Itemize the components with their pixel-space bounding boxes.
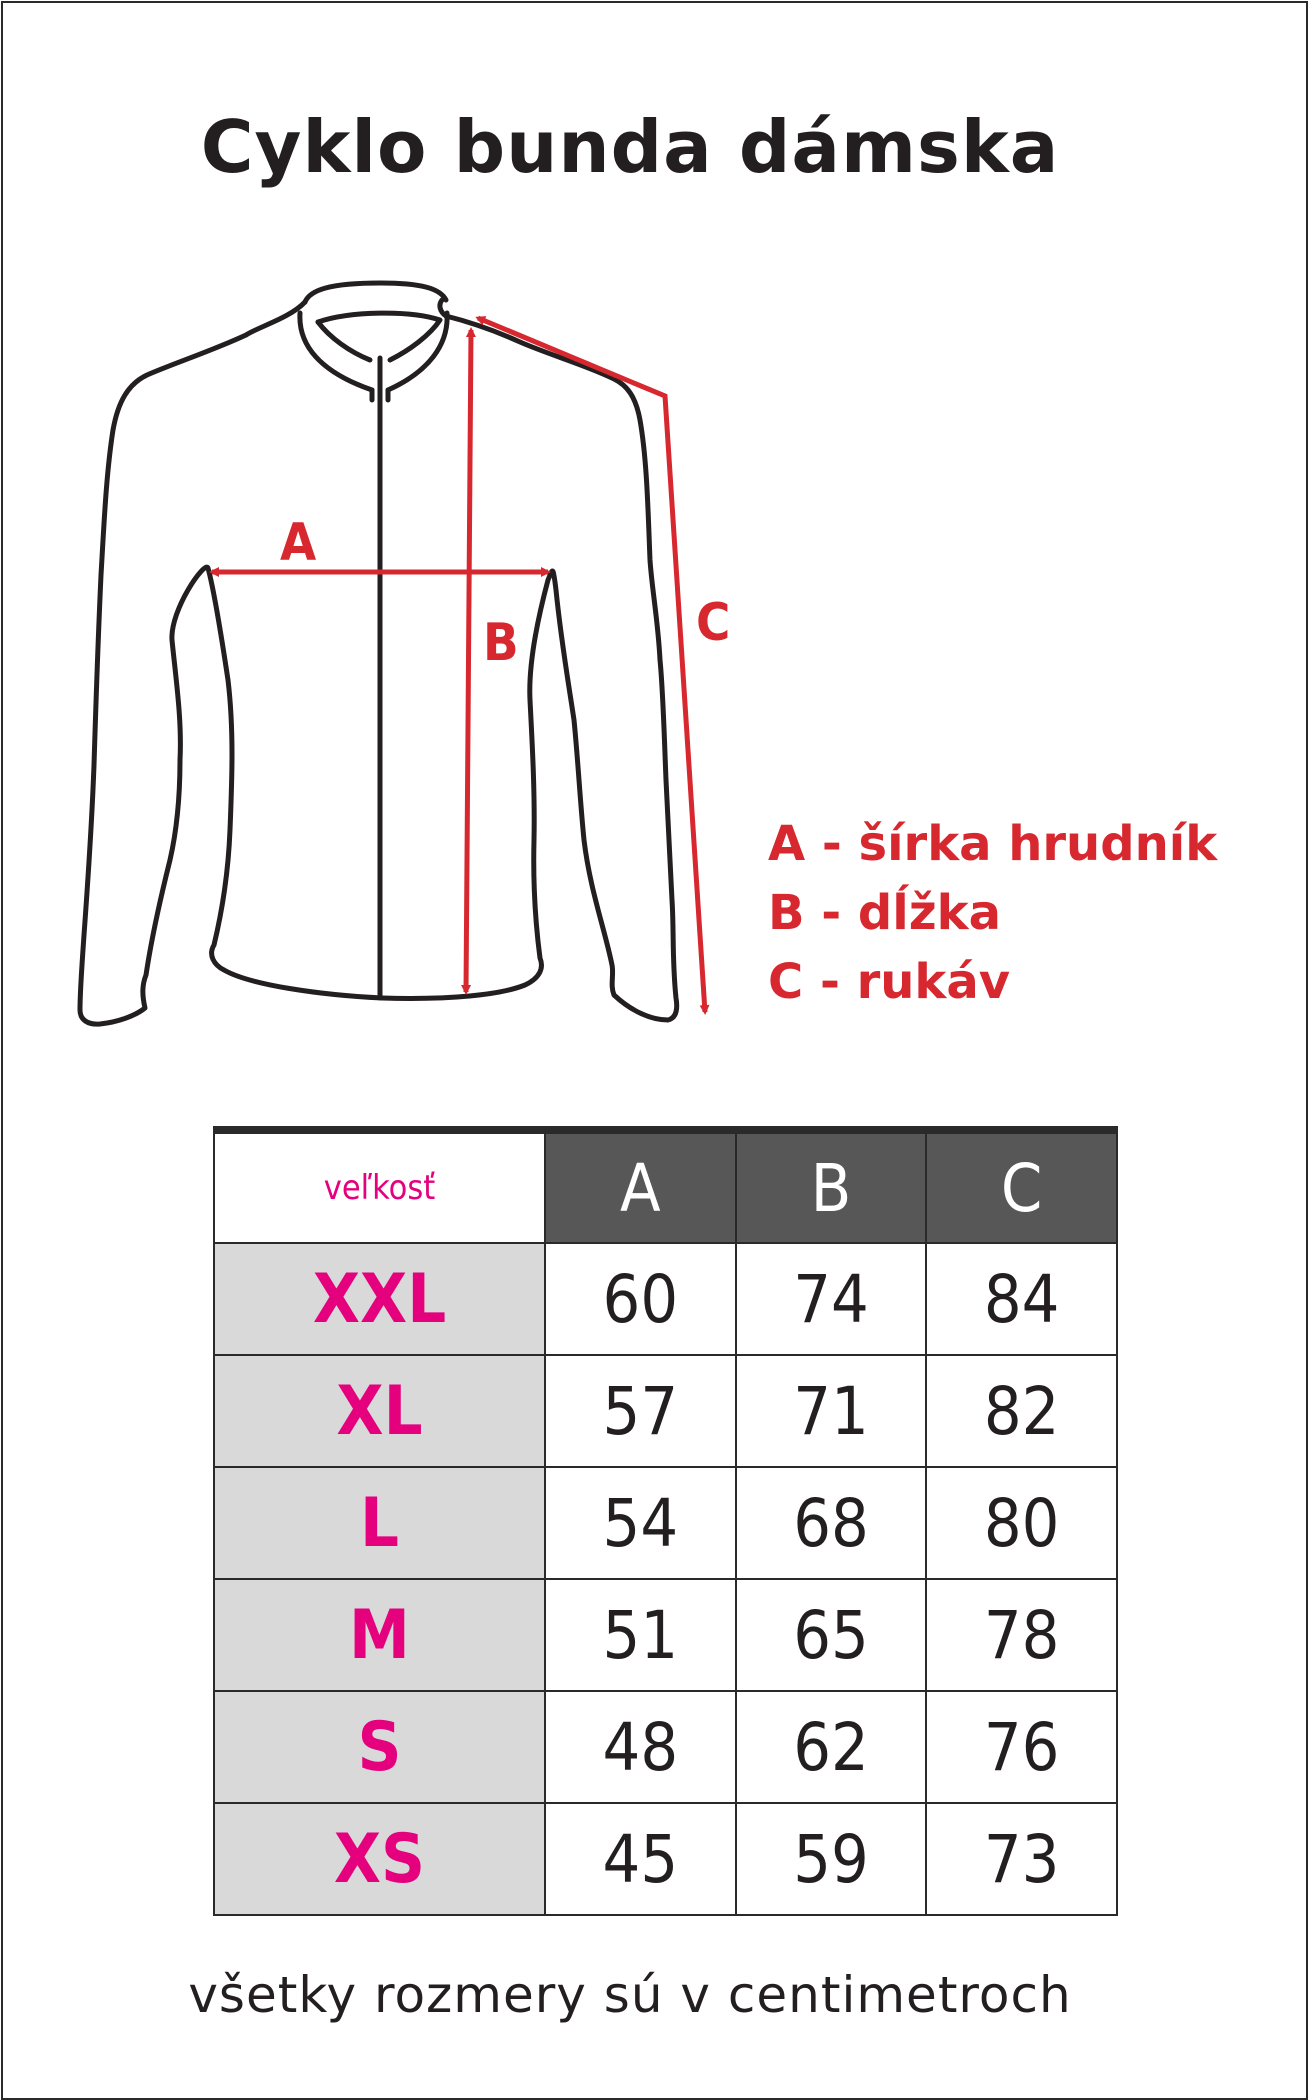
legend-item-a: A - šírka hrudník [768,816,1218,872]
value-cell-c: 82 [926,1355,1117,1467]
value-cell-c: 80 [926,1467,1117,1579]
table-header-row [214,1130,1117,1243]
value-cell-b: 59 [736,1803,927,1915]
measurement-lines [212,318,705,1012]
value-cell-b: 74 [736,1243,927,1355]
size-cell: XL [214,1355,545,1467]
column-header-c: C [926,1130,1117,1243]
column-header-a: A [545,1130,736,1243]
value-cell-a: 60 [545,1243,736,1355]
size-column-header: veľkosť [214,1130,545,1243]
page-title: Cyklo bunda dámska [200,105,1060,189]
value-cell-c: 84 [926,1243,1117,1355]
jacket-diagram [60,270,760,1040]
size-cell: XXL [214,1243,545,1355]
value-cell-a: 54 [545,1467,736,1579]
jacket-outline [80,283,677,1024]
measure-b-label: B [483,613,519,673]
value-cell-a: 57 [545,1355,736,1467]
size-cell: M [214,1579,545,1691]
value-cell-b: 71 [736,1355,927,1467]
size-cell: L [214,1467,545,1579]
value-cell-c: 78 [926,1579,1117,1691]
table-row [214,1691,1117,1803]
value-cell-a: 51 [545,1579,736,1691]
column-header-b: B [736,1130,927,1243]
size-cell: XS [214,1803,545,1915]
value-cell-b: 65 [736,1579,927,1691]
measurement-legend [768,810,1217,1017]
table-row [214,1579,1117,1691]
value-cell-b: 62 [736,1691,927,1803]
value-cell-a: 48 [545,1691,736,1803]
units-note: všetky rozmery sú v centimetroch [188,1966,1072,2024]
value-cell-c: 76 [926,1691,1117,1803]
value-cell-b: 68 [736,1467,927,1579]
table-row [214,1243,1117,1355]
legend-item-b: B - dĺžka [768,885,1001,941]
measure-c-label: C [696,593,731,653]
measure-b-line [466,330,471,992]
table-row [214,1355,1117,1467]
value-cell-c: 73 [926,1803,1117,1915]
size-cell: S [214,1691,545,1803]
table-row [214,1467,1117,1579]
measure-a-label: A [280,513,317,573]
legend-item-c: C - rukáv [768,954,1011,1010]
size-table [213,1126,1118,1916]
value-cell-a: 45 [545,1803,736,1915]
table-row [214,1803,1117,1915]
